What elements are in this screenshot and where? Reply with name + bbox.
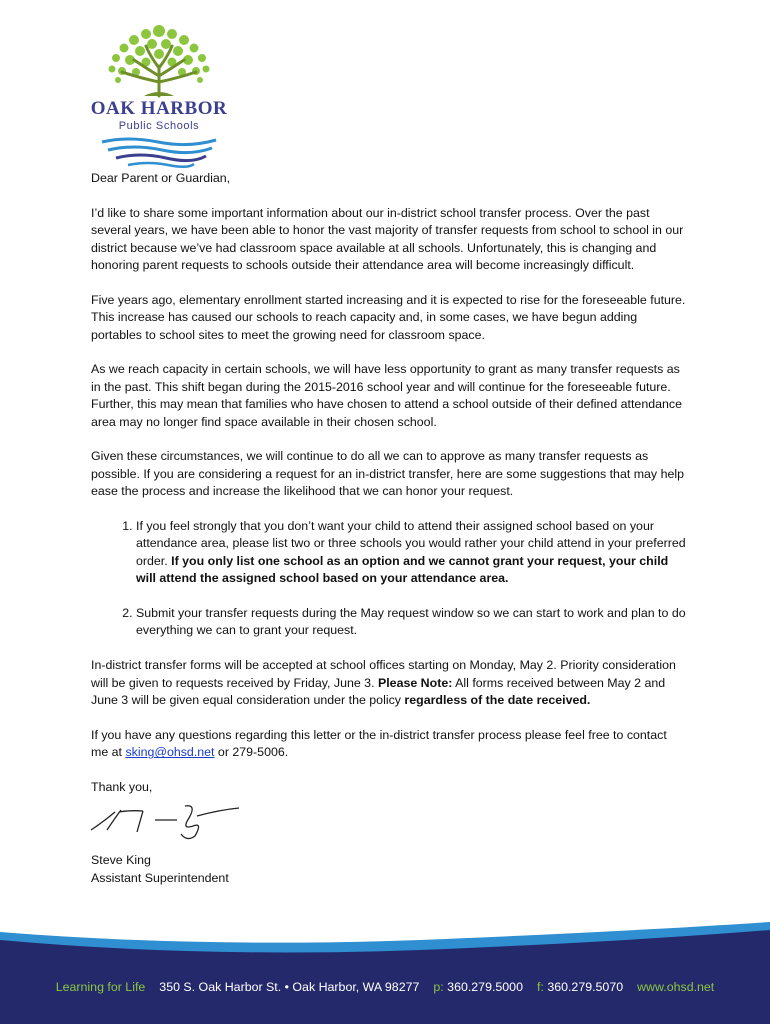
footer-phone: 360.279.5000 [447,980,523,994]
sender-title: Assistant Superintendent [91,870,229,885]
paragraph-intro: I’d like to share some important information about our in-district school transfer process. Over the past several years, we have been able to honor the vast majority of transfer requests from school to school in our district because we’ve had classroom space available at all schools. Unfortunately, this is changing and honoring parent requests to schools outside their attendance area will become increasingly difficult. [91,205,684,273]
footer-contact-line [0,980,770,994]
letter-body [91,170,686,887]
footer-motto: Learning for Life [55,980,146,994]
logo-subtitle: Public Schools [118,120,200,132]
salutation: Dear Parent or Guardian, [91,171,231,185]
phone-label: p: [433,980,444,994]
list-item [136,518,686,588]
sender-name: Steve King [91,853,151,868]
list-item [136,605,686,640]
sender-block [91,852,686,887]
district-logo [88,22,230,170]
footer [0,918,770,1024]
logo-title: OAK HARBOR [90,98,228,119]
list-item-emphasis: If you only list one school as an option and we cannot grant your request, your child will attend the assigned school based on your attendance area. [136,553,669,586]
paragraph-circumstances: Given these circumstances, we will continue to do all we can to approve as many transfer requests as possible. If you are considering a request for an in-district transfer, here are some suggestions that may help ease the process and increase the likelihood that we can honor your request. [91,449,684,499]
signature-image [85,800,245,844]
water-waves-icon [88,134,230,170]
contact-text: If you have any questions regarding this letter or the in-district transfer process please feel free to contact me at [91,727,667,760]
dates-text-2: All forms received between May 2 and June 3 will be given equal consideration under the policy [91,675,666,708]
email-link[interactable]: sking@ohsd.net [125,745,215,760]
closing: Thank you, [91,780,153,795]
fax-label: f: [536,980,544,994]
list-item-text: If you feel strongly that you don’t want your child to attend their assigned school based on your attendance area, please list two or three schools you would rather your child attend in your preferred order. [136,519,686,568]
contact-text-2: or 279-5006. [214,745,289,760]
paragraph-enrollment: Five years ago, elementary enrollment started increasing and it is expected to rise for the foreseeable future. This increase has caused our schools to reach capacity and, in some cases, we have begun adding portables to school sites to meet the growing need for classroom space. [91,292,686,342]
list-item-text: Submit your transfer requests during the May request window so we can start to work and plan to do everything we can to grant your request. [136,606,686,638]
paragraph-dates [91,657,686,709]
regardless-emphasis: regardless of the date received. [404,693,591,708]
suggestions-list [91,518,686,640]
paragraph-capacity: As we reach capacity in certain schools, we will have less opportunity to grant as many transfer requests as in the past. This shift began during the 2015-2016 school year and will continue for the foreseeable future. Further, this may mean that families who have chosen to attend a school outside of their defined attendance area may no longer find space available in their chosen school. [91,362,682,429]
please-note-label: Please Note: [377,675,453,690]
dates-text: In-district transfer forms will be accepted at school offices starting on Monday, May 2. Priority consideration will be given to requests received by Friday, June 3. [91,658,676,690]
paragraph-contact [91,727,686,762]
footer-website[interactable]: www.ohsd.net [637,980,715,994]
footer-address: 350 S. Oak Harbor St. • Oak Harbor, WA 98277 [159,980,420,994]
footer-wave-band [0,918,770,1024]
footer-fax: 360.279.5070 [547,980,624,994]
oak-tree-icon [88,22,230,98]
